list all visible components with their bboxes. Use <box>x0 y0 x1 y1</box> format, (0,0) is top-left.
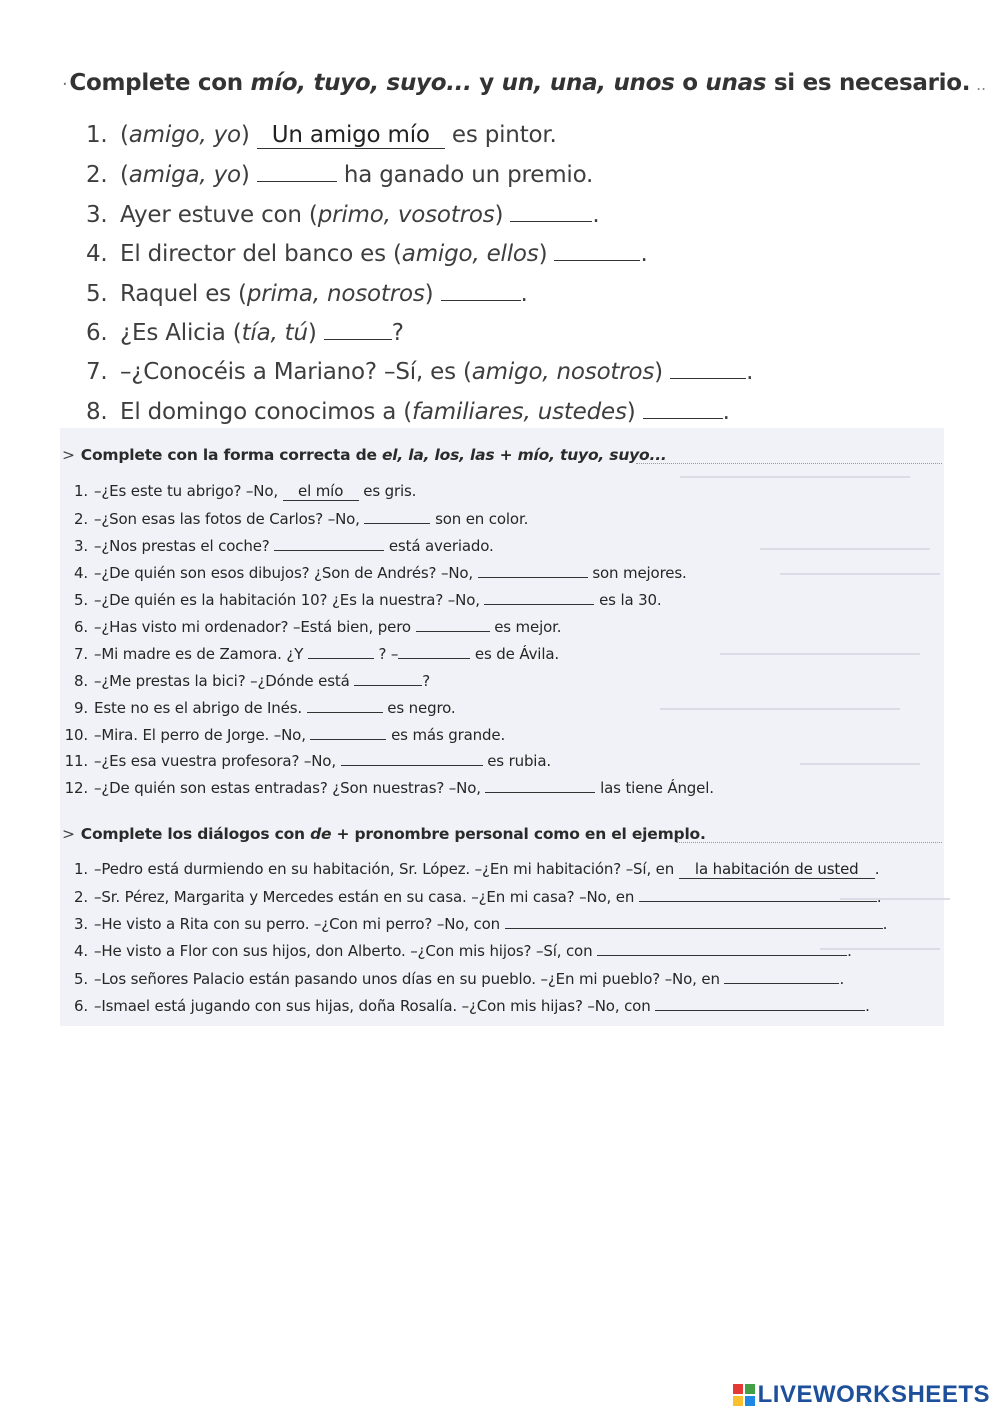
section2-instructions: > Complete con la forma correcta de el, la, los, las + mío, tuyo, suyo... <box>62 446 667 464</box>
answer-input[interactable] <box>416 630 490 632</box>
section1-instructions: ·Complete con mío, tuyo, suyo... y un, una, unos o unas si es necesario. .. <box>62 70 986 96</box>
section2-item: 7. –Mi madre es de Zamora. ¿Y ? – es de Ávila. <box>73 645 559 663</box>
answer-input[interactable] <box>441 299 521 301</box>
answer-input[interactable] <box>364 522 430 524</box>
answer-input[interactable] <box>670 377 746 379</box>
answer-input[interactable] <box>510 220 592 222</box>
answer-input[interactable] <box>398 657 470 659</box>
answer-input[interactable] <box>257 180 337 182</box>
section1-item: 4. El director del banco es (amigo, ellos) . <box>86 241 648 267</box>
section3-item: 6. –Ismael está jugando con sus hijas, doña Rosalía. –¿Con mis hijas? –No, con . <box>73 997 870 1015</box>
section3-item: 3. –He visto a Rita con su perro. –¿Con mi perro? –No, con . <box>73 915 888 933</box>
answer-input[interactable] <box>478 576 588 578</box>
section1-item: 2. (amiga, yo) ha ganado un premio. <box>86 162 594 188</box>
answer-input[interactable] <box>724 982 839 984</box>
section2-item: 3. –¿Nos prestas el coche? está averiado. <box>73 537 494 555</box>
answer-input[interactable] <box>307 711 383 713</box>
section1-item: 6. ¿Es Alicia (tía, tú) ? <box>86 320 404 346</box>
answer-input[interactable] <box>310 738 386 740</box>
section2-item: 1. –¿Es este tu abrigo? –No, el mío es gris. <box>73 482 417 500</box>
divider <box>676 842 942 843</box>
section1-item: 3. Ayer estuve con (primo, vosotros) . <box>86 202 600 228</box>
section2-item: 6. –¿Has visto mi ordenador? –Está bien, pero es mejor. <box>73 618 562 636</box>
section3-instructions: > Complete los diálogos con de + pronombre personal como en el ejemplo. <box>62 825 706 843</box>
answer-input[interactable] <box>308 657 374 659</box>
section2-item: 2. –¿Son esas las fotos de Carlos? –No, son en color. <box>73 510 529 528</box>
section2-item: 5. –¿De quién es la habitación 10? ¿Es la nuestra? –No, es la 30. <box>73 591 662 609</box>
answer-input[interactable] <box>274 549 384 551</box>
section1-item: 1. (amigo, yo) Un amigo mío es pintor. <box>86 122 557 148</box>
brand-name: LIVEWORKSHEETS <box>757 1381 990 1408</box>
answer-input[interactable] <box>655 1009 865 1011</box>
section3-item: 5. –Los señores Palacio están pasando unos días en su pueblo. –¿En mi pueblo? –No, en . <box>73 970 845 988</box>
answer-input[interactable] <box>554 259 640 261</box>
answer-input[interactable] <box>354 684 422 686</box>
answer-input[interactable]: la habitación de usted <box>679 860 875 879</box>
section3-item: 1. –Pedro está durmiendo en su habitación, Sr. López. –¿En mi habitación? –Sí, en la habitación de usted . <box>73 860 880 878</box>
answer-input[interactable] <box>324 338 392 340</box>
section2-item: 10. –Mira. El perro de Jorge. –No, es más grande. <box>64 726 506 744</box>
section2-item: 4. –¿De quién son esos dibujos? ¿Son de Andrés? –No, son mejores. <box>73 564 687 582</box>
liveworksheets-logo <box>733 1381 990 1409</box>
logo-icon <box>733 1384 755 1406</box>
answer-input[interactable] <box>639 900 877 902</box>
answer-input[interactable] <box>484 603 594 605</box>
section2-item: 8. –¿Me prestas la bici? –¿Dónde está ? <box>73 672 431 690</box>
answer-input[interactable]: el mío <box>283 482 359 501</box>
answer-input[interactable]: Un amigo mío <box>257 122 445 149</box>
section1-item: 7. –¿Conocéis a Mariano? –Sí, es (amigo, nosotros) . <box>86 359 754 385</box>
section3-item: 4. –He visto a Flor con sus hijos, don Alberto. –¿Con mis hijos? –Sí, con . <box>73 942 852 960</box>
answer-input[interactable] <box>597 954 847 956</box>
section2-item: 12. –¿De quién son estas entradas? ¿Son nuestras? –No, las tiene Ángel. <box>64 779 714 797</box>
answer-input[interactable] <box>485 791 595 793</box>
section1-item: 5. Raquel es (prima, nosotros) . <box>86 281 528 307</box>
section2-item: 9. Este no es el abrigo de Inés. es negro. <box>73 699 456 717</box>
section2-item: 11. –¿Es esa vuestra profesora? –No, es rubia. <box>64 752 551 770</box>
answer-input[interactable] <box>505 927 883 929</box>
divider <box>636 463 942 464</box>
answer-input[interactable] <box>643 417 723 419</box>
answer-input[interactable] <box>341 764 483 766</box>
bullet-marker: · <box>62 74 68 95</box>
section1-item: 8. El domingo conocimos a (familiares, ustedes) . <box>86 399 730 425</box>
section3-item: 2. –Sr. Pérez, Margarita y Mercedes están en su casa. –¿En mi casa? –No, en . <box>73 888 882 906</box>
